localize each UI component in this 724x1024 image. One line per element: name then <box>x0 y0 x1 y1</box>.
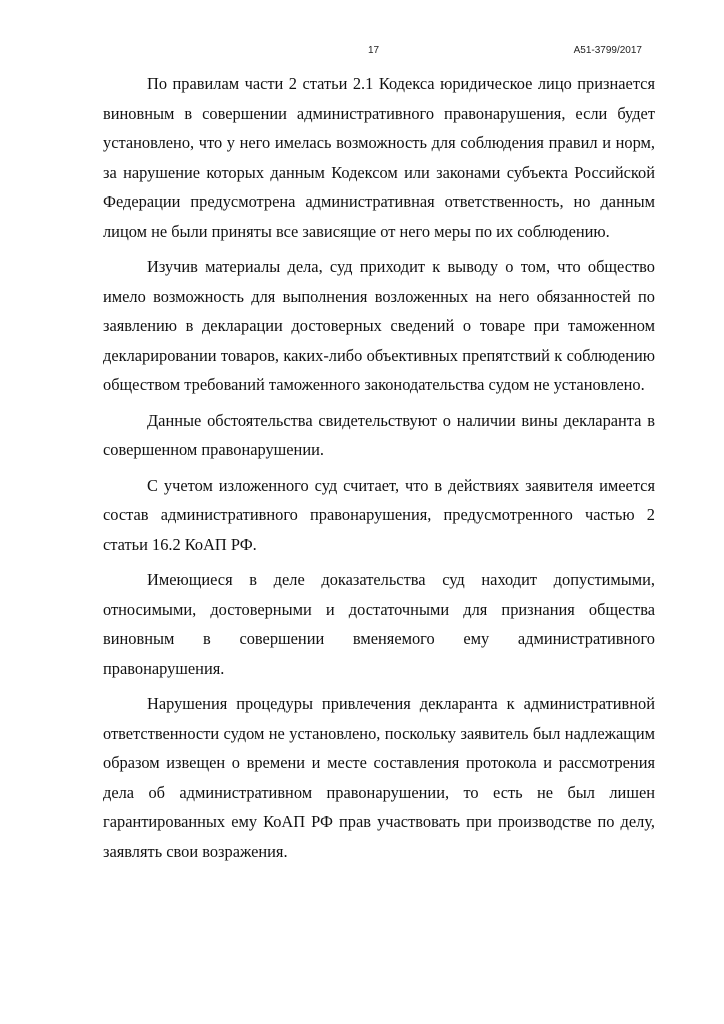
paragraph-5: Имеющиеся в деле доказательства суд находит допустимыми, относимыми, достоверными и достаточными для признания общества виновным в совершении вменяемого ему административного правонарушения. <box>103 570 655 678</box>
paragraph-1: По правилам части 2 статьи 2.1 Кодекса юридическое лицо признается виновным в совершении административного правонарушения, если будет установлено, что у него имелась возможность для соблюдения правил и норм, за нарушение которых данным Кодексом или законами субъекта Российской Федерации предусмотрена административная ответственность, но данным лицом не были приняты все зависящие от него меры по их соблюдению. <box>103 74 655 241</box>
paragraph-3: Данные обстоятельства свидетельствуют о наличии вины декларанта в совершенном правонарушении. <box>103 410 655 459</box>
paragraph-6: Нарушения процедуры привлечения декларанта к административной ответственности судом не установлено, поскольку заявитель был надлежащим образом извещен о времени и месте составления протокола и рассмотрения дела об административном правонарушении, то есть не был лишен гарантированных ему КоАП РФ прав участвовать при производстве по делу, заявлять свои возражения. <box>103 694 655 861</box>
page-number: 17 <box>368 45 380 56</box>
document-body <box>103 69 655 866</box>
paragraph-4: С учетом изложенного суд считает, что в действиях заявителя имеется состав административного правонарушения, предусмотренного частью 2 статьи 16.2 КоАП РФ. <box>103 475 655 554</box>
paragraph-2: Изучив материалы дела, суд приходит к выводу о том, что общество имело возможность для выполнения возложенных на него обязанностей по заявлению в декларации достоверных сведений о товаре при таможенном декларировании товаров, каких-либо объективных препятствий к соблюдению обществом требований таможенного законодательства судом не установлено. <box>103 257 655 394</box>
case-number: А51-3799/2017 <box>573 45 642 56</box>
